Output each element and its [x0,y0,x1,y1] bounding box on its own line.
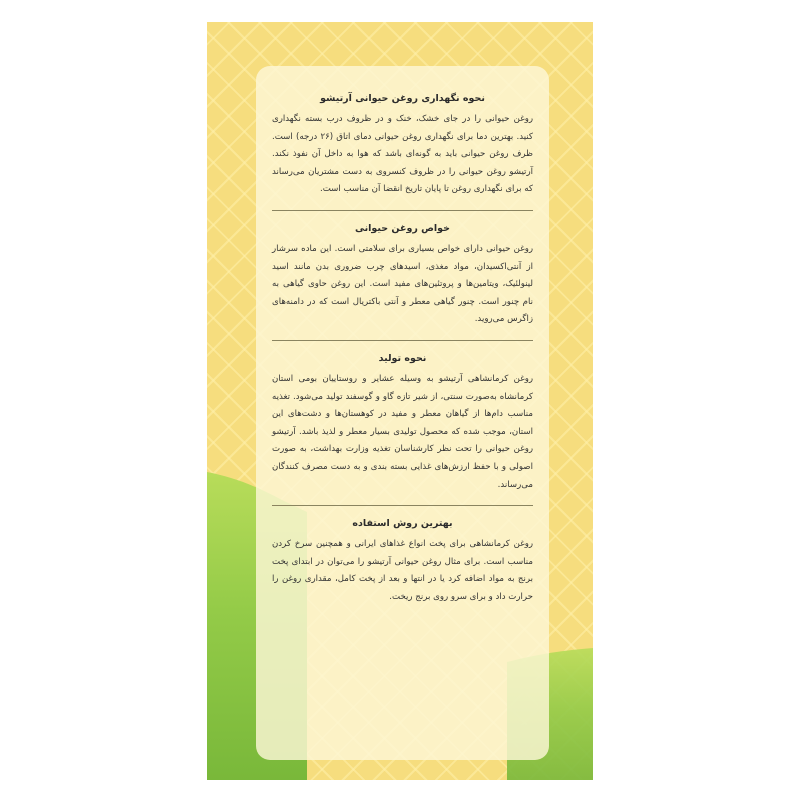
section-body: روغن حیوانی دارای خواص بسیاری برای سلامتی است. این ماده سرشار از آنتی‌اکسیدان، مواد مغذی، اسیدهای چرب ضروری بدن مانند اسید لینولئیک، ویتامین‌ها و پروتئین‌های مفید است. این روغن حاوی گیاهی به نام چنور است. چنور گیاهی معطر و آنتی باکتریال است که در دامنه‌های زاگرس می‌روید. [272,243,533,325]
section-properties [272,222,533,329]
section-body: روغن کرمانشاهی برای پخت انواع غذاهای ایرانی و همچنین سرخ کردن مناسب است. برای مثال روغن حیوانی آرتیشو را می‌توان در ابتدای پخت برنج به مواد اضافه کرد یا در انتها و بعد از پخت کامل، مقداری روغن را حرارت داد و برای سرو روی برنج ریخت. [272,539,533,602]
section-divider [272,505,533,506]
section-divider [272,210,533,211]
section-title: بهترین روش استفاده [352,518,453,530]
package-side-panel [207,22,593,780]
section-title: نحوه نگهداری روغن حیوانی آرتیشو [320,93,485,104]
section-body: روغن کرمانشاهی آرتیشو به وسیله عشایر و روستاییان بومی استان کرمانشاه به‌صورت سنتی، از شیر تازه گاو و گوسفند تولید می‌شود. تغذیه مناسب دام‌ها از گیاهان معطر و مفید در کوهستان‌ها و دشت‌های این استان، موجب شده که محصول تولیدی بسیار معطر و لذیذ باشد. آرتیشو روغن حیوانی را تحت نظر کارشناسان تغذیه وزارت بهداشت، به صورت اصولی و با حفظ ارزش‌های غذایی بسته بندی و به دست مصرف کنندگان می‌رساند. [272,373,533,490]
section-divider [272,340,533,341]
section-body: روغن حیوانی را در جای خشک، خنک و در ظروف درب بسته نگهداری کنید. بهترین دما برای نگهداری روغن حیوانی دمای اتاق (۲۶ درجه) است. ظرف روغن حیوانی باید به گونه‌ای باشد که هوا به داخل آن نفوذ نکند. آرتیشو روغن حیوانی را در ظروف کنسروی به دست مشتریان می‌رساند که برای نگهداری روغن تا پایان تاریخ انقضا آن مناسب است. [272,114,533,195]
section-storage [272,92,533,199]
info-panel [256,66,549,760]
section-production [272,352,533,494]
section-title: نحوه تولید [378,352,427,364]
section-usage [272,517,533,606]
section-title: خواص روغن حیوانی [355,222,450,234]
